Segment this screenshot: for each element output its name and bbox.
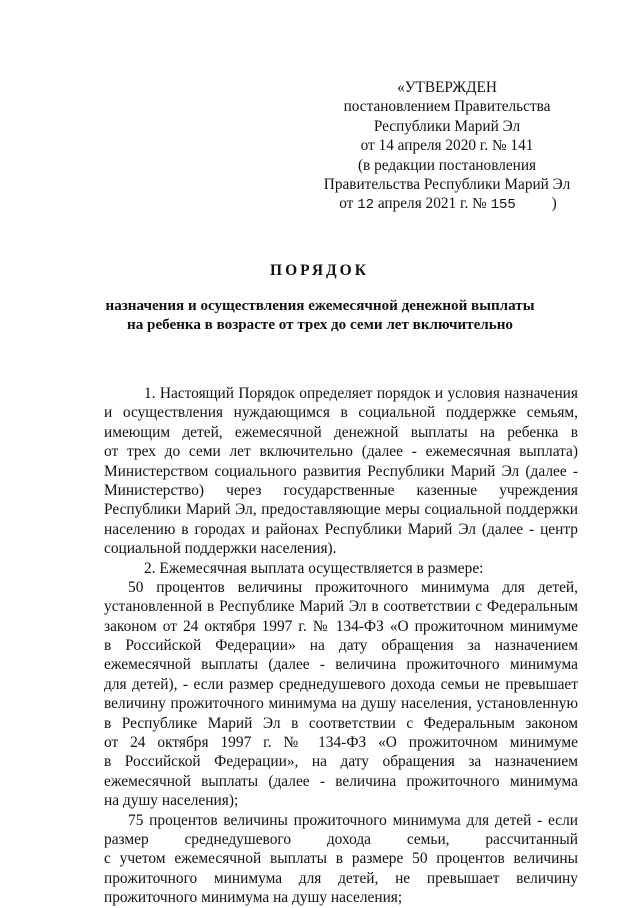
body-line: прожиточного минимума для детей, не превышает величину [104, 869, 578, 887]
body-line: на душу населения); [104, 792, 239, 810]
body-line: с учетом ежемесячной выплаты в размере 50 процентов величины [104, 850, 578, 868]
body-line: ежемесячной выплаты (далее - величина прожиточного минимума [104, 772, 578, 790]
body-line: Министерством социального развития Республики Марий Эл (далее - [104, 462, 578, 480]
approval-line: Республики Марий Эл [373, 117, 521, 135]
body-line: имеющим детей, ежемесячной денежной выплаты на ребенка в [104, 423, 578, 441]
document-subtitle [100, 297, 540, 336]
document-title: ПОРЯДОК [270, 262, 369, 279]
approval-line: (в редакции постановления [357, 156, 537, 174]
body-line: и осуществления нуждающимся в социальной поддержке семьям, [104, 404, 578, 422]
body-line: установленной в Республике Марий Эл в соответствии с Федеральным [104, 598, 578, 616]
body-line: от 24 октября 1997 г. № 134-ФЗ «О прожиточном минимуме [104, 734, 578, 752]
body-line: 1. Настоящий Порядок определяет порядок и условия назначения [144, 385, 578, 402]
body-line: прожиточного минимума на душу населения; [104, 889, 403, 907]
document-body [104, 384, 578, 908]
date-prefix: от [339, 195, 354, 213]
body-line: законом от 24 октября 1997 г. № 134-ФЗ «О прожиточном минимуме [104, 617, 578, 635]
body-line: в Республике Марий Эл в соответствии с Федеральным законом [104, 714, 578, 732]
approval-line-date [312, 194, 582, 213]
approval-stamp [312, 78, 582, 214]
body-line: для детей), - если размер среднедушевого дохода семьи не превышает [104, 675, 578, 693]
body-line: 2. Ежемесячная выплата осуществляется в размере: [144, 559, 484, 577]
date-middle: апреля 2021 г. № [377, 195, 487, 213]
body-line: от трех до семи лет включительно (далее - ежемесячная выплата) [104, 443, 578, 461]
subtitle-line: на ребенка в возрасте от трех до семи лет включительно [127, 317, 513, 334]
body-line: 75 процентов величины прожиточного минимума для детей - если [128, 811, 578, 829]
approval-line: «УТВЕРЖДЕН [397, 79, 497, 96]
approval-line: постановлением Правительства [343, 98, 551, 116]
approval-line: Правительства Республики Марий Эл [323, 175, 571, 193]
body-line: ежемесячной выплаты (далее - величина прожиточного минимума [104, 656, 578, 674]
body-line: величину прожиточного минимума на душу населения, установленную [104, 695, 578, 713]
body-line: в Российской Федерации», на дату обращения за назначением [104, 753, 578, 771]
subtitle-line: назначения и осуществления ежемесячной денежной выплаты [105, 298, 535, 314]
body-line: социальной поддержки населения). [104, 540, 337, 558]
date-day: 12 [357, 197, 375, 214]
approval-line: от 14 апреля 2020 г. № 141 [360, 137, 534, 155]
body-line: 50 процентов величины прожиточного минимума для детей, [128, 578, 578, 596]
body-line: в Российской Федерации» на дату обращения за назначением [104, 637, 578, 655]
body-line: Республики Марий Эл, предоставляющие меры социальной поддержки [104, 501, 578, 519]
date-suffix: ) [551, 195, 557, 213]
document-number: 155 [490, 197, 516, 214]
body-line: Министерство) через государственные казенные учреждения [104, 481, 578, 499]
body-line: размер среднедушевого дохода семьи, рассчитанный [104, 830, 578, 848]
body-line: населению в городах и районах Республики Марий Эл (далее - центр [104, 520, 578, 538]
